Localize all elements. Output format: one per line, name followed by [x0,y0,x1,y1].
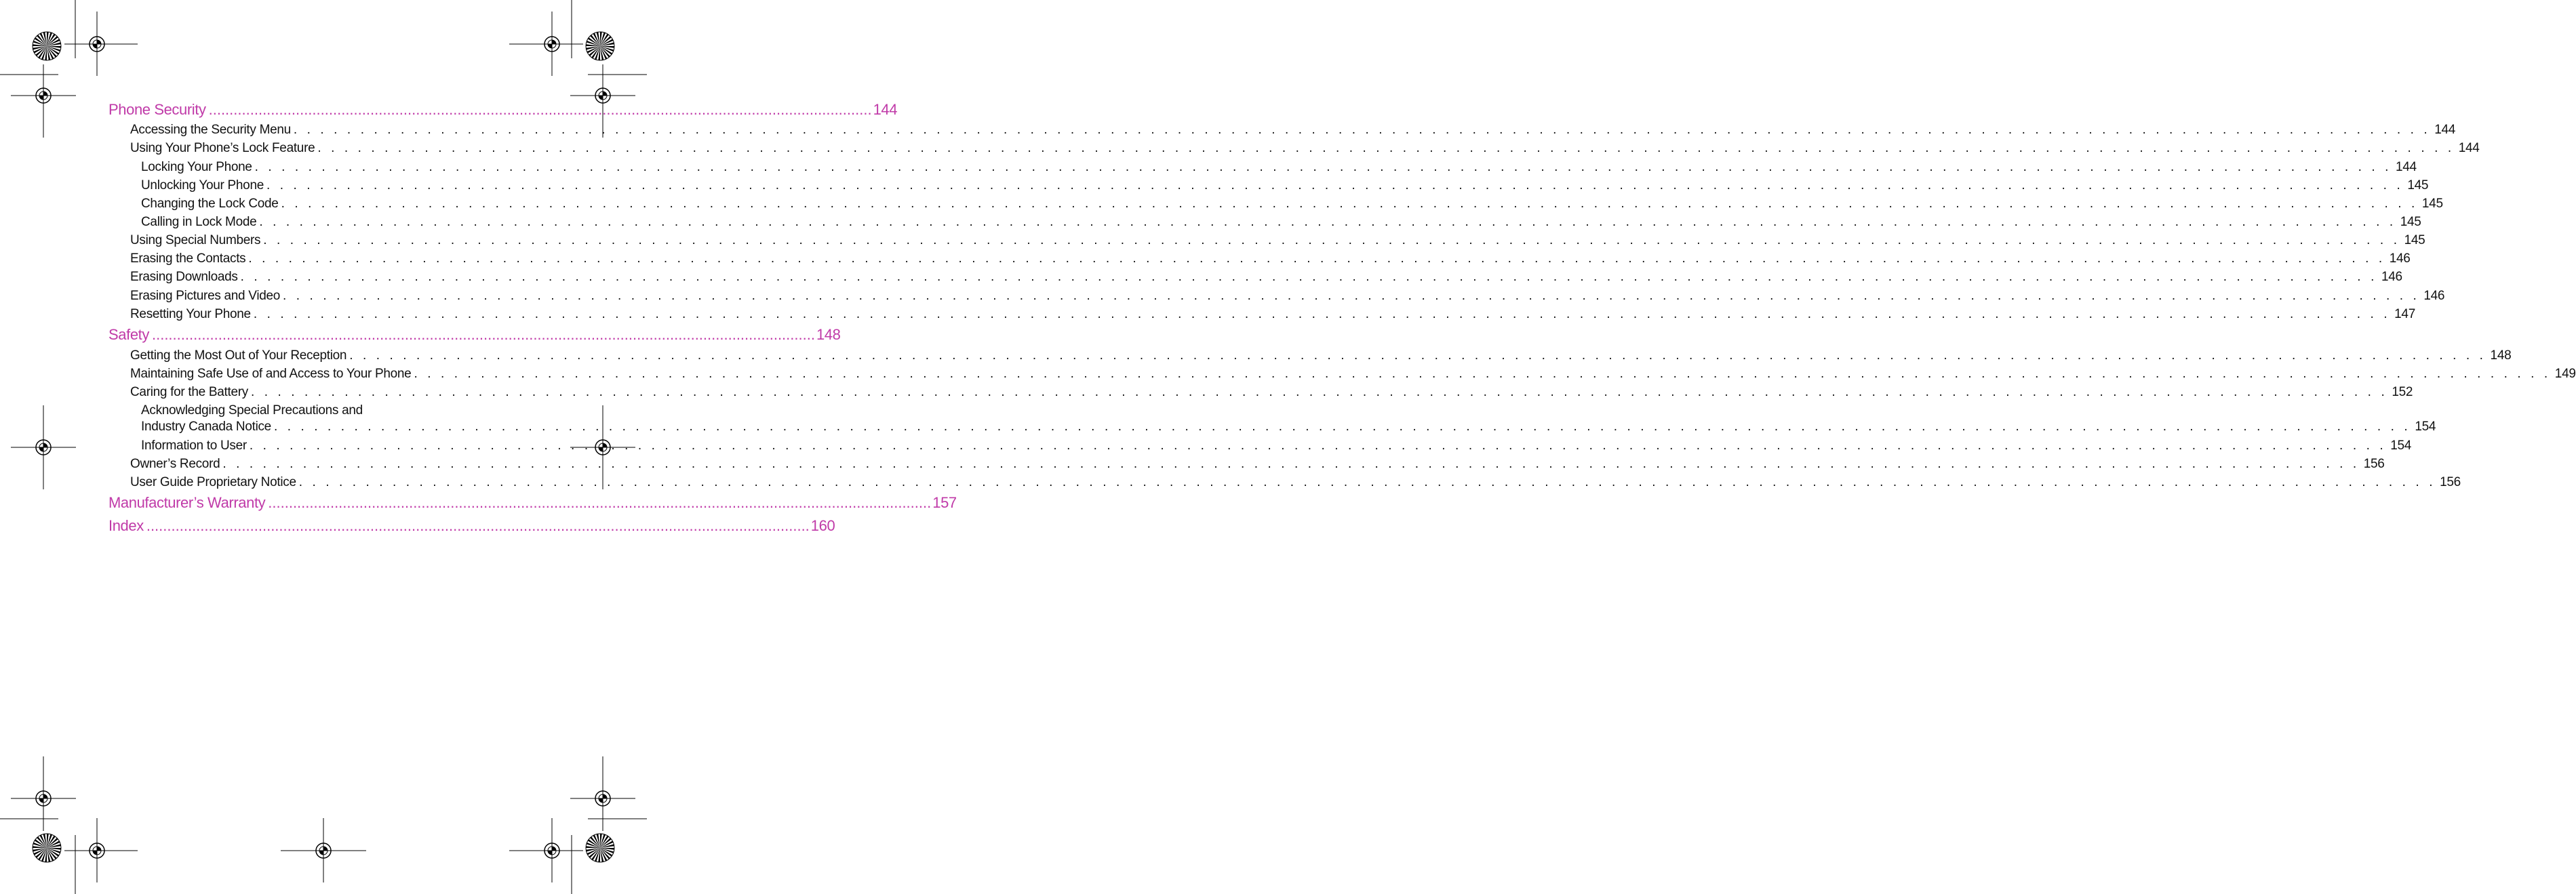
entry-label: Erasing Pictures and Video [130,289,281,303]
toc-subentry[interactable] [141,215,2421,232]
entry-page-number: 152 [2392,385,2413,399]
entry-label: Maintaining Safe Use of and Access to Your Phone [130,367,412,381]
entry-label: Calling in Lock Mode [141,215,257,229]
entry-page-number: 147 [2394,307,2415,321]
dot-leader: . . . . . . . . . . . . . . . . . . . . . . . . . . . . . . . . . . . . . . . . . . . . . . . . . . . . . . . . . . . . . . . . . . . . . . . . . . . . . . . . . . . . . . . . . . . . . . . . . . . . . . . . . . . . . . . . . . . . . . . . . . . . . . . . . . . . . . . . . . . . . . . . . . . . . . . . . . . . . . . . [317,141,2455,155]
dot-leader: . . . . . . . . . . . . . . . . . . . . . . . . . . . . . . . . . . . . . . . . . . . . . . . . . . . . . . . . . . . . . . . . . . . . . . . . . . . . . . . . . . . . . . . . . . . . . . . . . . . . . . . . . . . . . . . . . . . . . . . . . . . . . . . . . . . . . . . . . . . . . . . . . . . . . . . . . . . . . . . . [249,439,2387,453]
dot-leader: . . . . . . . . . . . . . . . . . . . . . . . . . . . . . . . . . . . . . . . . . . . . . . . . . . . . . . . . . . . . . . . . . . . . . . . . . . . . . . . . . . . . . . . . . . . . . . . . . . . . . . . . . . . . . . . . . . . . . . . . . . . . . . . . . . . . . . . . . . . . . . . . . . . . . . . . . . . . . . . . [281,197,2418,211]
toc-entry[interactable] [130,475,2461,493]
entry-page-number: 145 [2407,178,2429,192]
entry-label: Owner’s Record [130,457,220,471]
toc-chapter-phone-security[interactable] [108,101,898,121]
entry-label: Using Special Numbers [130,233,261,247]
entry-label: Information to User [141,439,247,453]
entry-page-number: 156 [2363,457,2385,471]
chapter-page-number: 144 [873,101,898,118]
dot-leader: . . . . . . . . . . . . . . . . . . . . . . . . . . . . . . . . . . . . . . . . . . . . . . . . . . . . . . . . . . . . . . . . . . . . . . . . . . . . . . . . . . . . . . . . . . . . . . . . . . . . . . . . . . . . . . . . . . . . . . . . . . . . . . . . . . . . . . . . . . . . . . . . . . . . . . . . . . . . . . . . [254,160,2392,174]
chapter-page-number: 148 [816,326,841,343]
entry-page-number: 149 [2554,367,2576,381]
toc-subentry[interactable] [141,420,2436,437]
entry-label: Erasing Downloads [130,270,238,284]
entry-label: Erasing the Contacts [130,251,246,266]
entry-label-line-1[interactable]: Acknowledging Special Precautions and [141,403,363,418]
chapter-title: Index [108,517,144,534]
entry-page-number: 154 [2390,439,2412,453]
chapter-title: Safety [108,326,149,343]
dot-leader: . . . . . . . . . . . . . . . . . . . . . . . . . . . . . . . . . . . . . . . . . . . . . . . . . . . . . . . . . . . . . . . . . . . . . . . . . . . . . . . . . . . . . . . . . . . . . . . . . . . . . . . . . . . . . . . . . . . . . . . . . . . . . . . . . . . . . . . . . . . . . . . . . . . . . . . . . . . . . . . . [263,233,2400,247]
entry-page-number: 144 [2434,123,2456,137]
toc-entry[interactable] [130,385,2413,403]
entry-label: Unlocking Your Phone [141,178,264,192]
entry-page-number: 145 [2400,215,2421,229]
entry-label: Changing the Lock Code [141,197,279,211]
entry-label: Locking Your Phone [141,160,252,174]
toc-entry[interactable] [130,289,2445,306]
entry-label: Accessing the Security Menu [130,123,291,137]
entry-page-number: 146 [2381,270,2402,284]
toc-entry[interactable] [130,457,2385,474]
toc-entry[interactable] [130,367,2576,384]
dot-leader: . . . . . . . . . . . . . . . . . . . . . . . . . . . . . . . . . . . . . . . . . . . . . . . . . . . . . . . . . . . . . . . . . . . . . . . . . . . . . . . . . . . . . . . . . . . . . . . . . . . . . . . . . . . . . . . . . . . . . . . . . . . . . . . . . . . . . . . . . . . . . . . . . . . . . . . . . . . . . . . . [259,215,2396,229]
entry-label: Getting the Most Out of Your Reception [130,348,347,363]
dot-leader: . . . . . . . . . . . . . . . . . . . . . . . . . . . . . . . . . . . . . . . . . . . . . . . . . . . . . . . . . . . . . . . . . . . . . . . . . . . . . . . . . . . . . . . . . . . . . . . . . . . . . . . . . . . . . . . . . . . . . . . . . . . . . . . . . . . . . . . . . . . . . . . . . . . . . . . . . . . . . . . . [273,420,2411,434]
entry-label: Using Your Phone’s Lock Feature [130,141,315,155]
entry-page-number: 154 [2415,420,2436,434]
toc-entry[interactable] [130,251,2411,269]
toc-chapter-warranty[interactable] [108,494,957,514]
dot-leader: ................................................................................................................................................................ [151,326,815,343]
toc-chapter-safety[interactable] [108,326,841,346]
dot-leader: ................................................................................................................................................................ [146,517,810,534]
toc-entry[interactable] [130,141,2480,159]
entry-page-number: 144 [2458,141,2480,155]
entry-label-line-2: Industry Canada Notice [141,420,271,434]
toc-entry[interactable] [130,123,2456,140]
entry-page-number: 145 [2421,197,2443,211]
dot-leader: . . . . . . . . . . . . . . . . . . . . . . . . . . . . . . . . . . . . . . . . . . . . . . . . . . . . . . . . . . . . . . . . . . . . . . . . . . . . . . . . . . . . . . . . . . . . . . . . . . . . . . . . . . . . . . . . . . . . . . . . . . . . . . . . . . . . . . . . . . . . . . . . . . . . . . . . . . . . . . . . [266,178,2404,192]
entry-page-number: 145 [2404,233,2425,247]
chapter-page-number: 157 [932,494,957,511]
dot-leader: . . . . . . . . . . . . . . . . . . . . . . . . . . . . . . . . . . . . . . . . . . . . . . . . . . . . . . . . . . . . . . . . . . . . . . . . . . . . . . . . . . . . . . . . . . . . . . . . . . . . . . . . . . . . . . . . . . . . . . . . . . . . . . . . . . . . . . . . . . . . . . . . . . . . . . . . . . . . . . . . [293,123,2431,137]
entry-page-number: 148 [2490,348,2512,363]
dot-leader: ................................................................................................................................................................ [208,101,872,118]
entry-label: Resetting Your Phone [130,307,251,321]
toc-subentry[interactable] [141,178,2429,196]
toc-entry[interactable] [130,348,2512,366]
toc-entry[interactable] [130,233,2425,251]
dot-leader: . . . . . . . . . . . . . . . . . . . . . . . . . . . . . . . . . . . . . . . . . . . . . . . . . . . . . . . . . . . . . . . . . . . . . . . . . . . . . . . . . . . . . . . . . . . . . . . . . . . . . . . . . . . . . . . . . . . . . . . . . . . . . . . . . . . . . . . . . . . . . . . . . . . . . . . . . . . . . . . . [222,457,2360,471]
dot-leader: . . . . . . . . . . . . . . . . . . . . . . . . . . . . . . . . . . . . . . . . . . . . . . . . . . . . . . . . . . . . . . . . . . . . . . . . . . . . . . . . . . . . . . . . . . . . . . . . . . . . . . . . . . . . . . . . . . . . . . . . . . . . . . . . . . . . . . . . . . . . . . . . . . . . . . . . . . . . . . . . [414,367,2551,381]
chapter-page-number: 160 [810,517,835,534]
toc-entry[interactable] [130,270,2402,287]
dot-leader: . . . . . . . . . . . . . . . . . . . . . . . . . . . . . . . . . . . . . . . . . . . . . . . . . . . . . . . . . . . . . . . . . . . . . . . . . . . . . . . . . . . . . . . . . . . . . . . . . . . . . . . . . . . . . . . . . . . . . . . . . . . . . . . . . . . . . . . . . . . . . . . . . . . . . . . . . . . . . . . . [349,348,2486,363]
entry-page-number: 146 [2423,289,2445,303]
toc-chapter-index[interactable] [108,517,835,537]
toc-subentry[interactable] [141,439,2412,456]
dot-leader: . . . . . . . . . . . . . . . . . . . . . . . . . . . . . . . . . . . . . . . . . . . . . . . . . . . . . . . . . . . . . . . . . . . . . . . . . . . . . . . . . . . . . . . . . . . . . . . . . . . . . . . . . . . . . . . . . . . . . . . . . . . . . . . . . . . . . . . . . . . . . . . . . . . . . . . . . . . . . . . . [248,251,2385,266]
chapter-title: Phone Security [108,101,206,118]
dot-leader: . . . . . . . . . . . . . . . . . . . . . . . . . . . . . . . . . . . . . . . . . . . . . . . . . . . . . . . . . . . . . . . . . . . . . . . . . . . . . . . . . . . . . . . . . . . . . . . . . . . . . . . . . . . . . . . . . . . . . . . . . . . . . . . . . . . . . . . . . . . . . . . . . . . . . . . . . . . . . . . . [253,307,2391,321]
dot-leader: . . . . . . . . . . . . . . . . . . . . . . . . . . . . . . . . . . . . . . . . . . . . . . . . . . . . . . . . . . . . . . . . . . . . . . . . . . . . . . . . . . . . . . . . . . . . . . . . . . . . . . . . . . . . . . . . . . . . . . . . . . . . . . . . . . . . . . . . . . . . . . . . . . . . . . . . . . . . . . . . [250,385,2388,399]
entry-page-number: 146 [2389,251,2411,266]
chapter-title: Manufacturer’s Warranty [108,494,266,511]
dot-leader: . . . . . . . . . . . . . . . . . . . . . . . . . . . . . . . . . . . . . . . . . . . . . . . . . . . . . . . . . . . . . . . . . . . . . . . . . . . . . . . . . . . . . . . . . . . . . . . . . . . . . . . . . . . . . . . . . . . . . . . . . . . . . . . . . . . . . . . . . . . . . . . . . . . . . . . . . . . . . . . . [298,475,2436,489]
dot-leader: ................................................................................................................................................................ [268,494,932,511]
dot-leader: . . . . . . . . . . . . . . . . . . . . . . . . . . . . . . . . . . . . . . . . . . . . . . . . . . . . . . . . . . . . . . . . . . . . . . . . . . . . . . . . . . . . . . . . . . . . . . . . . . . . . . . . . . . . . . . . . . . . . . . . . . . . . . . . . . . . . . . . . . . . . . . . . . . . . . . . . . . . . . . . [240,270,2377,284]
entry-page-number: 144 [2395,160,2417,174]
entry-page-number: 156 [2440,475,2461,489]
toc-subentry[interactable] [141,197,2443,214]
toc-subentry[interactable] [141,160,2417,178]
dot-leader: . . . . . . . . . . . . . . . . . . . . . . . . . . . . . . . . . . . . . . . . . . . . . . . . . . . . . . . . . . . . . . . . . . . . . . . . . . . . . . . . . . . . . . . . . . . . . . . . . . . . . . . . . . . . . . . . . . . . . . . . . . . . . . . . . . . . . . . . . . . . . . . . . . . . . . . . . . . . . . . . [283,289,2420,303]
entry-label: User Guide Proprietary Notice [130,475,296,489]
toc-entry[interactable] [130,307,2415,325]
entry-label: Caring for the Battery [130,385,248,399]
